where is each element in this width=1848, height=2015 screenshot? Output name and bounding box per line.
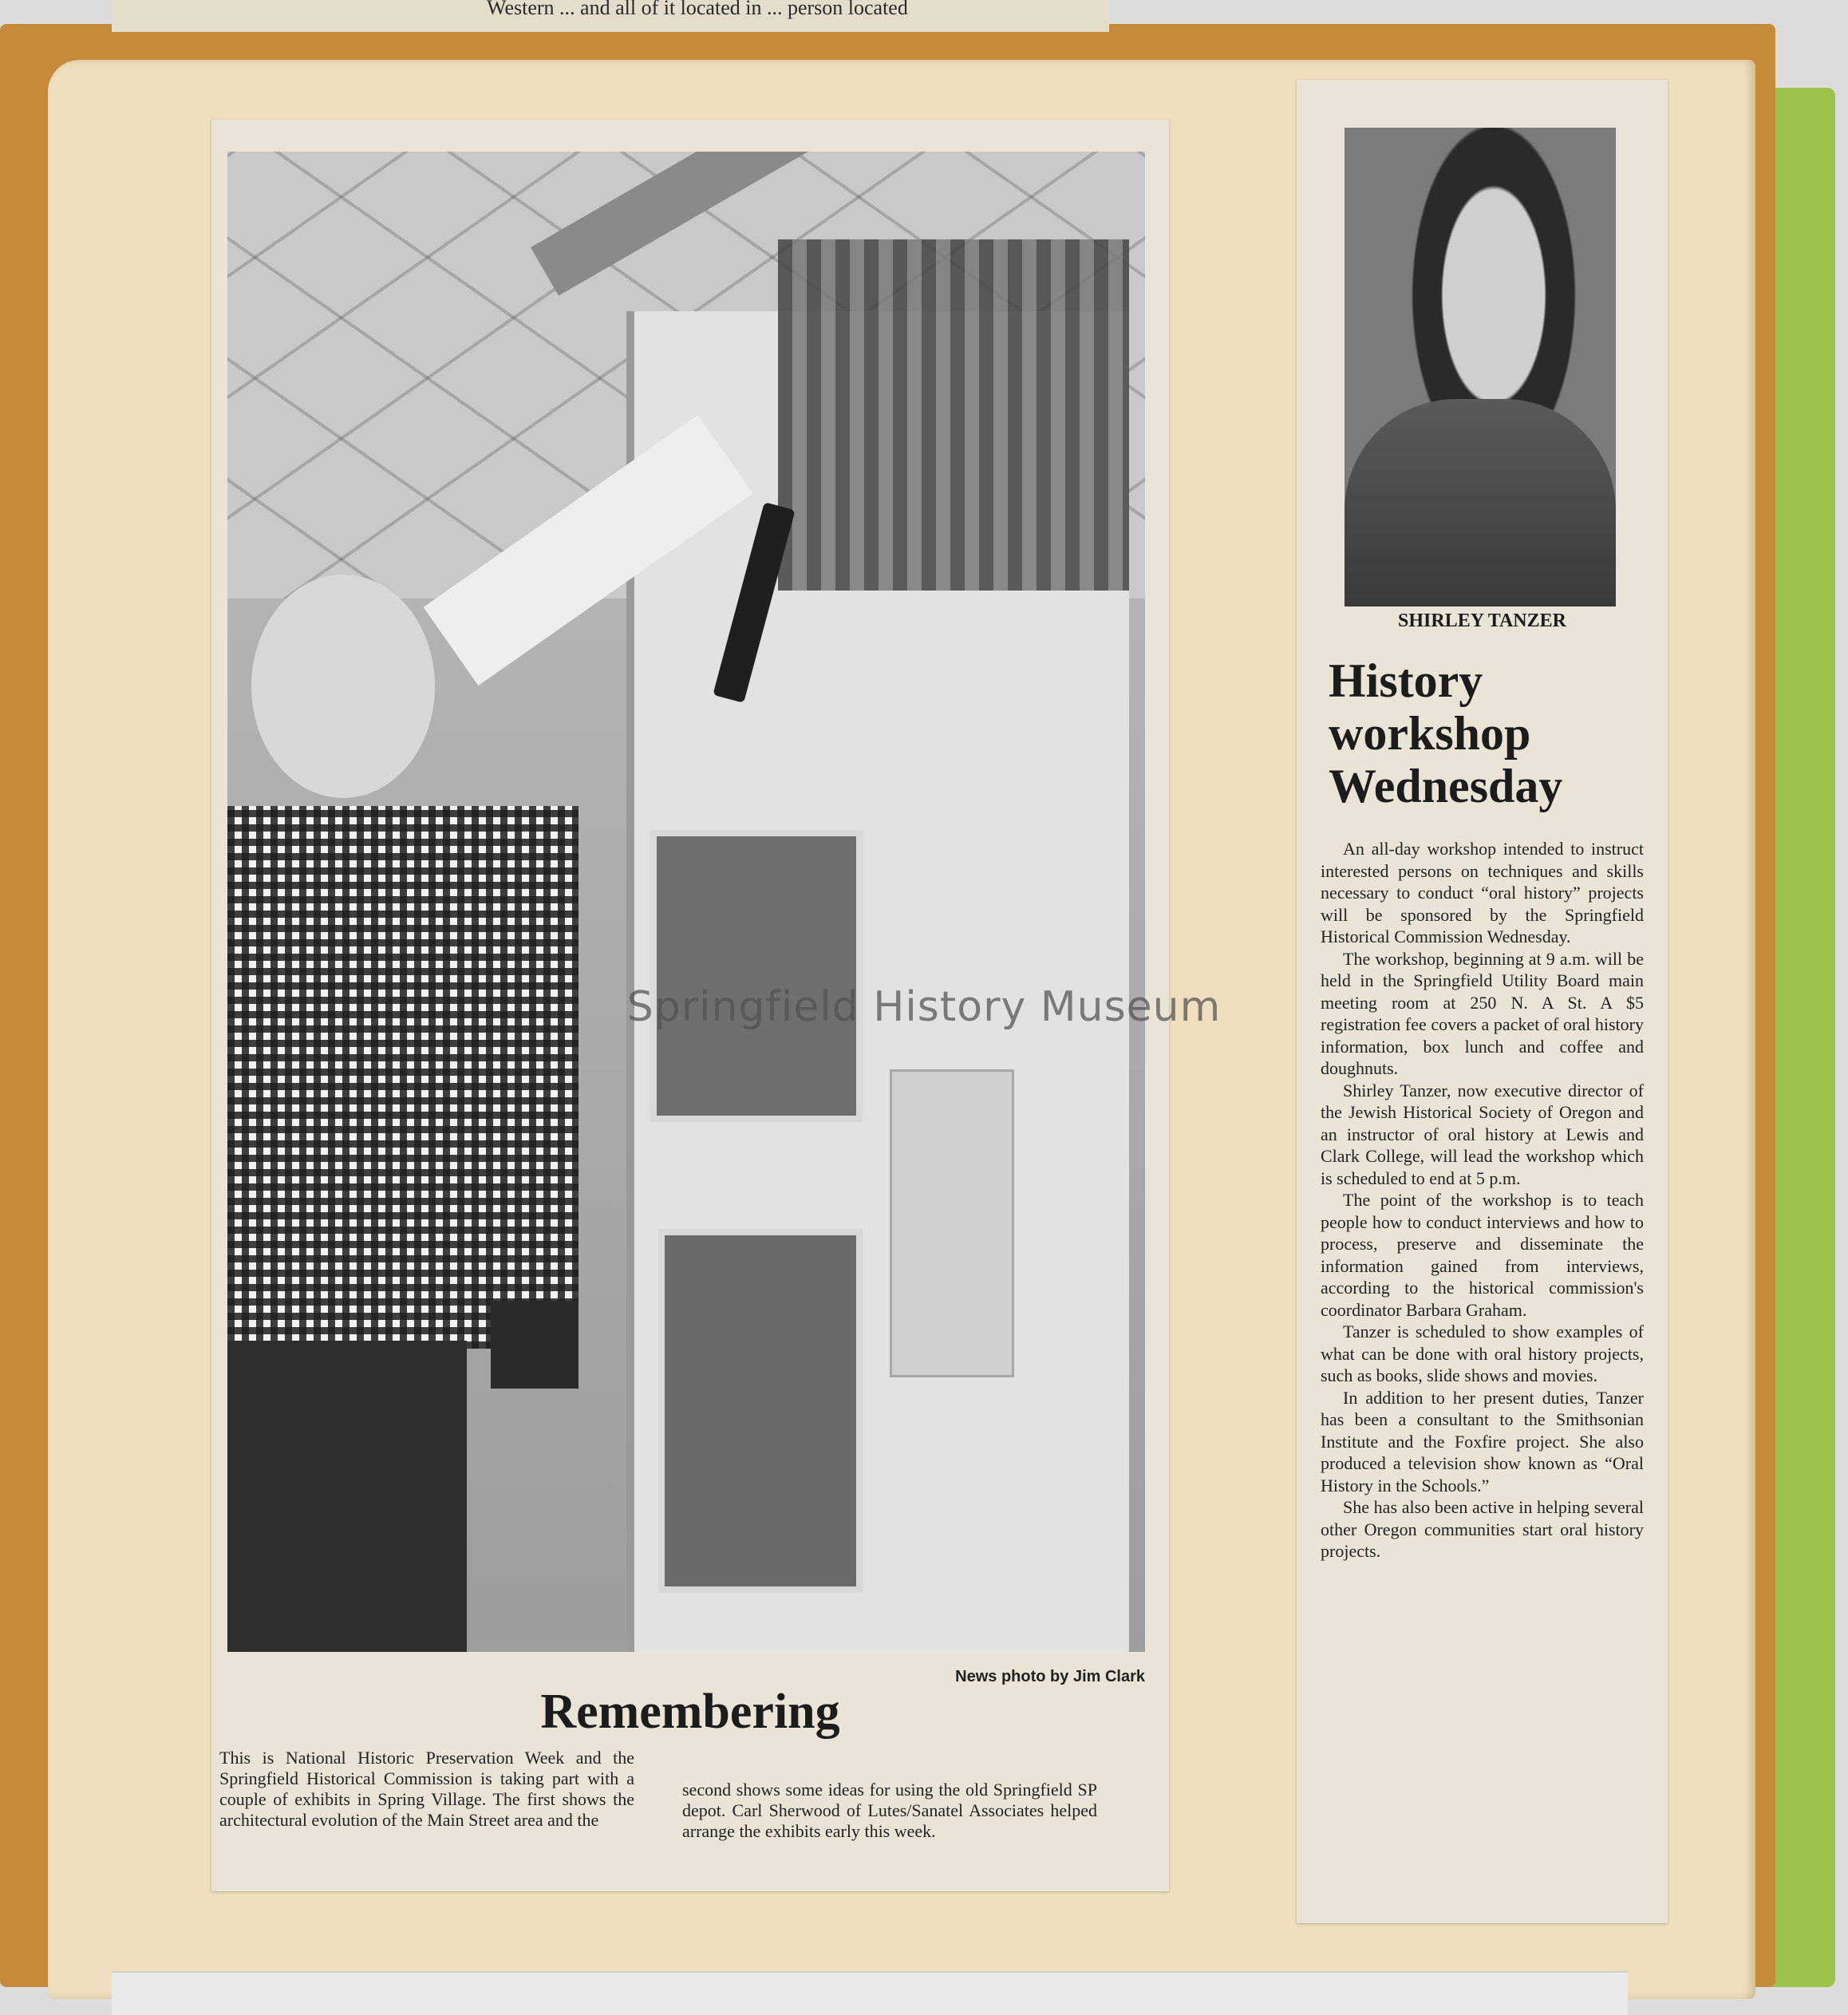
portrait-body bbox=[1345, 399, 1616, 606]
exhibit-photo bbox=[227, 152, 1145, 1652]
toolbox bbox=[491, 1301, 578, 1389]
person-checkered-shirt bbox=[227, 806, 578, 1349]
horse-team-photo bbox=[778, 239, 1129, 591]
headline-history-workshop: History workshop Wednesday bbox=[1329, 654, 1563, 812]
caption-column-2: second shows some ideas for using the old Springfield SP depot. Carl Sherwood of Lutes/Sanatel Associates helped arrange the exhibits early this week. bbox=[682, 1780, 1097, 1841]
person-head bbox=[251, 575, 435, 798]
photo-caption bbox=[219, 1748, 1161, 1842]
article-paragraph: She has also been active in helping several other Oregon communities start oral history projects. bbox=[1321, 1497, 1644, 1561]
top-clipping-text: Western ... and all of it located in ... person located bbox=[487, 0, 908, 19]
article-paragraph: Shirley Tanzer, now executive director of the Jewish Historical Society of Oregon and an instructor of oral history at Lewis and Clark College, will lead the workshop which is scheduled to end at 5 p.m. bbox=[1321, 1080, 1644, 1188]
article-paragraph: The workshop, beginning at 9 a.m. will be held in the Springfield Utility Board main meeting room at 250 N. A St. A $5 registration fee covers a packet of oral history information, box lunch and coffee and doughnuts. bbox=[1321, 948, 1644, 1078]
article-paragraph: An all-day workshop intended to instruct interested persons on techniques and skills necessary to conduct “oral history” projects will be sponsored by the Springfield Historical Commission Wednesday. bbox=[1321, 839, 1644, 946]
exhibit-building-photo bbox=[650, 830, 863, 1122]
museum-watermark: Springfield History Museum bbox=[626, 983, 1222, 1031]
portrait-photo bbox=[1345, 128, 1616, 606]
top-clipping-fragment bbox=[112, 0, 1109, 32]
exhibit-storefront-photo bbox=[658, 1229, 863, 1593]
article-paragraph: Tanzer is scheduled to show examples of what can be done with oral history projects, such as books, slide shows and movies. bbox=[1321, 1322, 1644, 1385]
person-legs bbox=[227, 1341, 467, 1652]
plastic-sleeve-edge bbox=[112, 1971, 1628, 2015]
photo-credit: News photo by Jim Clark bbox=[955, 1668, 1145, 1685]
article-paragraph: In addition to her present duties, Tanzer has been a consultant to the Smithsonian Institute and the Foxfire project. She also produced a television show known as “Oral History in the Schools.” bbox=[1321, 1387, 1644, 1495]
remembering-clipping bbox=[211, 120, 1169, 1891]
portrait-caption: SHIRLEY TANZER bbox=[1398, 610, 1566, 631]
article-paragraph: The point of the workshop is to teach people how to conduct interviews and how to process, preserve and disseminate the information gained from interviews, according to the historical commission's coordinator Barbara Graham. bbox=[1321, 1190, 1644, 1320]
exhibit-panel bbox=[890, 1069, 1014, 1377]
caption-column-1: This is National Historic Preservation Week and the Springfield Historical Commission is taking part with a couple of exhibits in Spring Village. The first shows the architectural evolution of the Main Street area and the bbox=[219, 1748, 634, 1830]
headline-remembering: Remembering bbox=[540, 1685, 840, 1739]
history-workshop-clipping bbox=[1297, 80, 1668, 1923]
article-body bbox=[1321, 838, 1644, 1563]
